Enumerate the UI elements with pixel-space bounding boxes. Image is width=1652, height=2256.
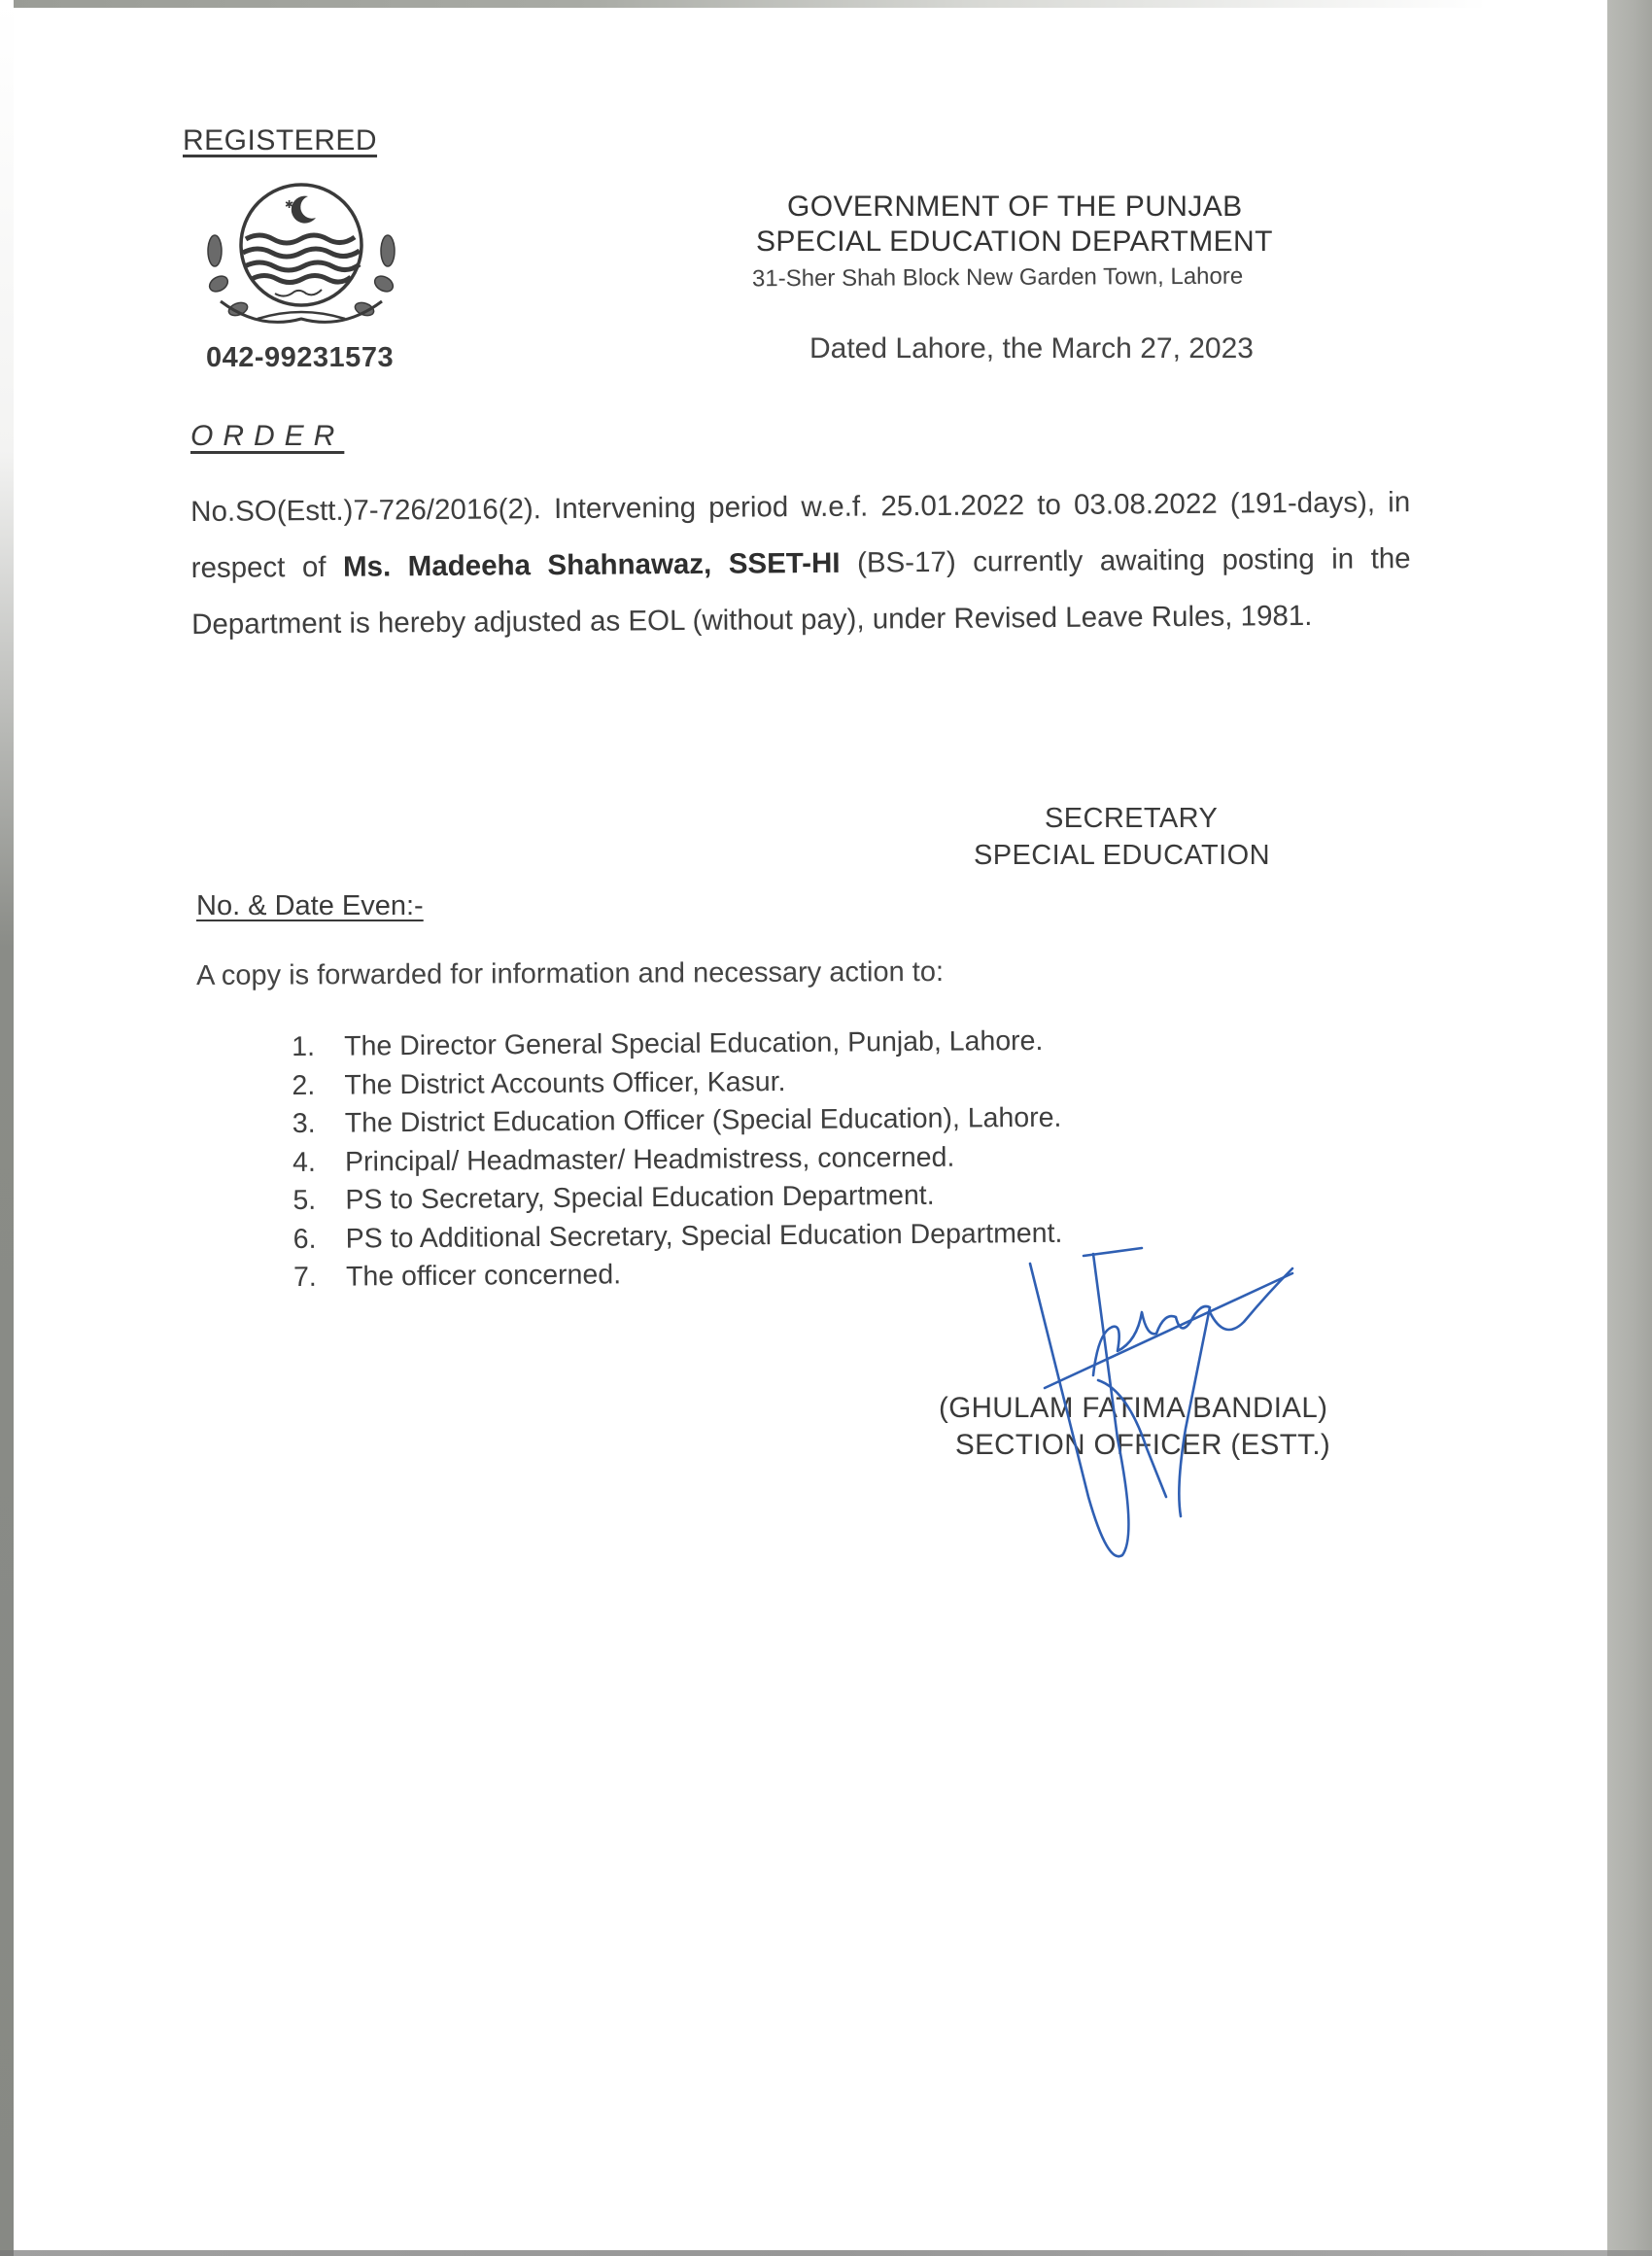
recipient-text: PS to Secretary, Special Education Department. [345,1179,935,1216]
punjab-emblem-icon [199,175,403,330]
scan-border-left [0,0,14,2256]
endorsement-heading: No. & Date Even:- [196,890,424,921]
svg-text:✱: ✱ [285,198,294,211]
recipient-number: 6. [293,1223,317,1255]
scan-border-bottom [0,2250,1652,2256]
recipient-text: The Director General Special Education, Punjab, Lahore. [344,1024,1044,1062]
signatory-designation: SECTION OFFICER (ESTT.) [955,1429,1331,1461]
issuer-title-line-1: SECRETARY [1045,803,1219,834]
recipient-item [293,1099,1062,1144]
registered-label: REGISTERED [183,124,378,156]
issue-date: Dated Lahore, the March 27, 2023 [809,332,1254,364]
recipient-item [292,1060,1061,1105]
scan-border-top [0,0,1652,8]
recipient-text: The officer concerned. [345,1259,622,1293]
employee-name: Ms. Madeeha Shahnawaz, SSET-HI [342,546,841,583]
recipient-item [292,1023,1061,1067]
order-heading: ORDER [190,420,345,452]
scan-border-right [1607,0,1652,2256]
recipient-text: Principal/ Headmaster/ Headmistress, concerned. [344,1141,955,1178]
order-reference-number: No.SO(Estt.)7-726/2016(2). [190,493,542,528]
recipient-item [293,1176,1062,1221]
recipient-number: 4. [292,1146,316,1178]
recipient-number: 5. [293,1184,317,1216]
recipient-item [293,1214,1063,1259]
recipient-number: 7. [293,1261,317,1293]
recipient-number: 1. [292,1030,316,1062]
department-address: 31-Sher Shah Block New Garden Town, Lahore [751,262,1244,293]
recipient-item [293,1137,1062,1182]
phone-number: 042-99231573 [206,342,395,373]
recipient-item [293,1253,1063,1298]
order-body [190,474,1411,653]
government-title: GOVERNMENT OF THE PUNJAB [787,191,1243,223]
signatory-name: (GHULAM FATIMA BANDIAL) [939,1392,1328,1424]
order-text-part-2: (BS-17) currently awaiting posting in the Department is hereby adjusted as EOL (without pay), under Revised Leave Rules, 1981. [191,542,1411,641]
department-title: SPECIAL EDUCATION DEPARTMENT [756,226,1273,258]
handwritten-signature-icon [1001,1244,1322,1575]
recipient-text: The District Accounts Officer, Kasur. [344,1065,786,1101]
recipient-number: 2. [292,1069,316,1101]
issuer-title-line-2: SPECIAL EDUCATION [974,840,1270,871]
endorsement-intro: A copy is forwarded for information and necessary action to: [196,955,945,991]
recipient-number: 3. [292,1107,316,1139]
recipient-list [292,1023,1063,1298]
order-text-part-1: Intervening period w.e.f. 25.01.2022 to 03.08.2022 (191-days), in respect of [190,486,1411,584]
recipient-text: The District Education Officer (Special Education), Lahore. [344,1101,1062,1139]
recipient-text: PS to Additional Secretary, Special Education Department. [345,1217,1063,1255]
